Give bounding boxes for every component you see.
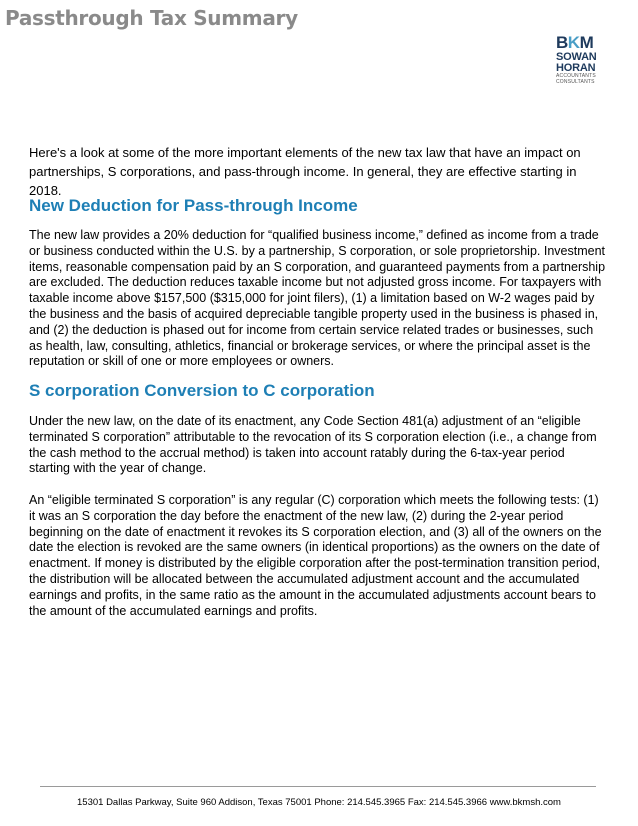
logo-line-consultants: CONSULTANTS — [556, 79, 595, 85]
section-paragraph: The new law provides a 20% deduction for “qualified business income,” defined as income from a trade or business conducted within the U.S. by a partnership, S corporation, or sole proprietorship. Investment items, reasonable compensation paid by an S corporation, and guaranteed payments from a partnership are excluded. The deduction reduces taxable income but not adjusted gross income. For taxpayers with taxable income above $157,500 ($315,000 for joint filers), (1) a limitation based on W-2 wages paid by the business and the basis of acquired depreciable tangible property used in the business is phased in, and (2) the deduction is phased out for income from certain service related trades or businesses, such as health, law, consulting, athletics, financial or brokerage services, or where the principal asset is the reputation or skill of one or more employees or owners. — [29, 228, 606, 369]
footer-divider — [40, 786, 596, 787]
intro-paragraph: Here's a look at some of the more important elements of the new tax law that have an impact on partnerships, S corporations, and pass-through income. In general, they are effective starting in 2018. — [29, 145, 581, 198]
logo-mark-m: M — [579, 33, 594, 52]
logo-mark-k: K — [567, 33, 580, 52]
logo-line-sowan: SOWAN — [556, 51, 597, 63]
section-heading-s-corp-conversion: S corporation Conversion to C corporation — [29, 381, 375, 400]
logo-mark-b: B — [556, 33, 568, 52]
logo-mark — [556, 34, 610, 52]
company-logo — [556, 34, 610, 86]
section-paragraph: Under the new law, on the date of its enactment, any Code Section 481(a) adjustment of an “eligible terminated S corporation” attributable to the revocation of its S corporation election (i.e., a change from the cash method to the accrual method) is taken into account ratably during the 6-tax-year period starting with the year of change. — [29, 414, 597, 476]
footer-contact: 15301 Dallas Parkway, Suite 960 Addison, Texas 75001 Phone: 214.545.3965 Fax: 214.545.3966 www.bkmsh.com — [77, 797, 561, 808]
logo-line-accountants: ACCOUNTANTS — [556, 73, 596, 79]
section-paragraph: An “eligible terminated S corporation” is any regular (C) corporation which meets the following tests: (1) it was an S corporation the day before the enactment of the new law, (2) during the 2-year period beginning on the date of enactment it revokes its S corporation election, and (3) all of the owners on the date the election is revoked are the same owners (in identical proportions) as the owners on the date of enactment. If money is distributed by the eligible corporation after the post-termination transition period, the distribution will be allocated between the accumulated adjustment account and the accumulated earnings and profits, in the same ratio as the amount in the accumulated adjustments account bears to the amount of the accumulated earnings and profits. — [29, 493, 602, 618]
page-title: Passthrough Tax Summary — [5, 6, 298, 30]
logo-line-horan: HORAN — [556, 62, 596, 74]
section-heading-pass-through-deduction: New Deduction for Pass-through Income — [29, 196, 358, 215]
